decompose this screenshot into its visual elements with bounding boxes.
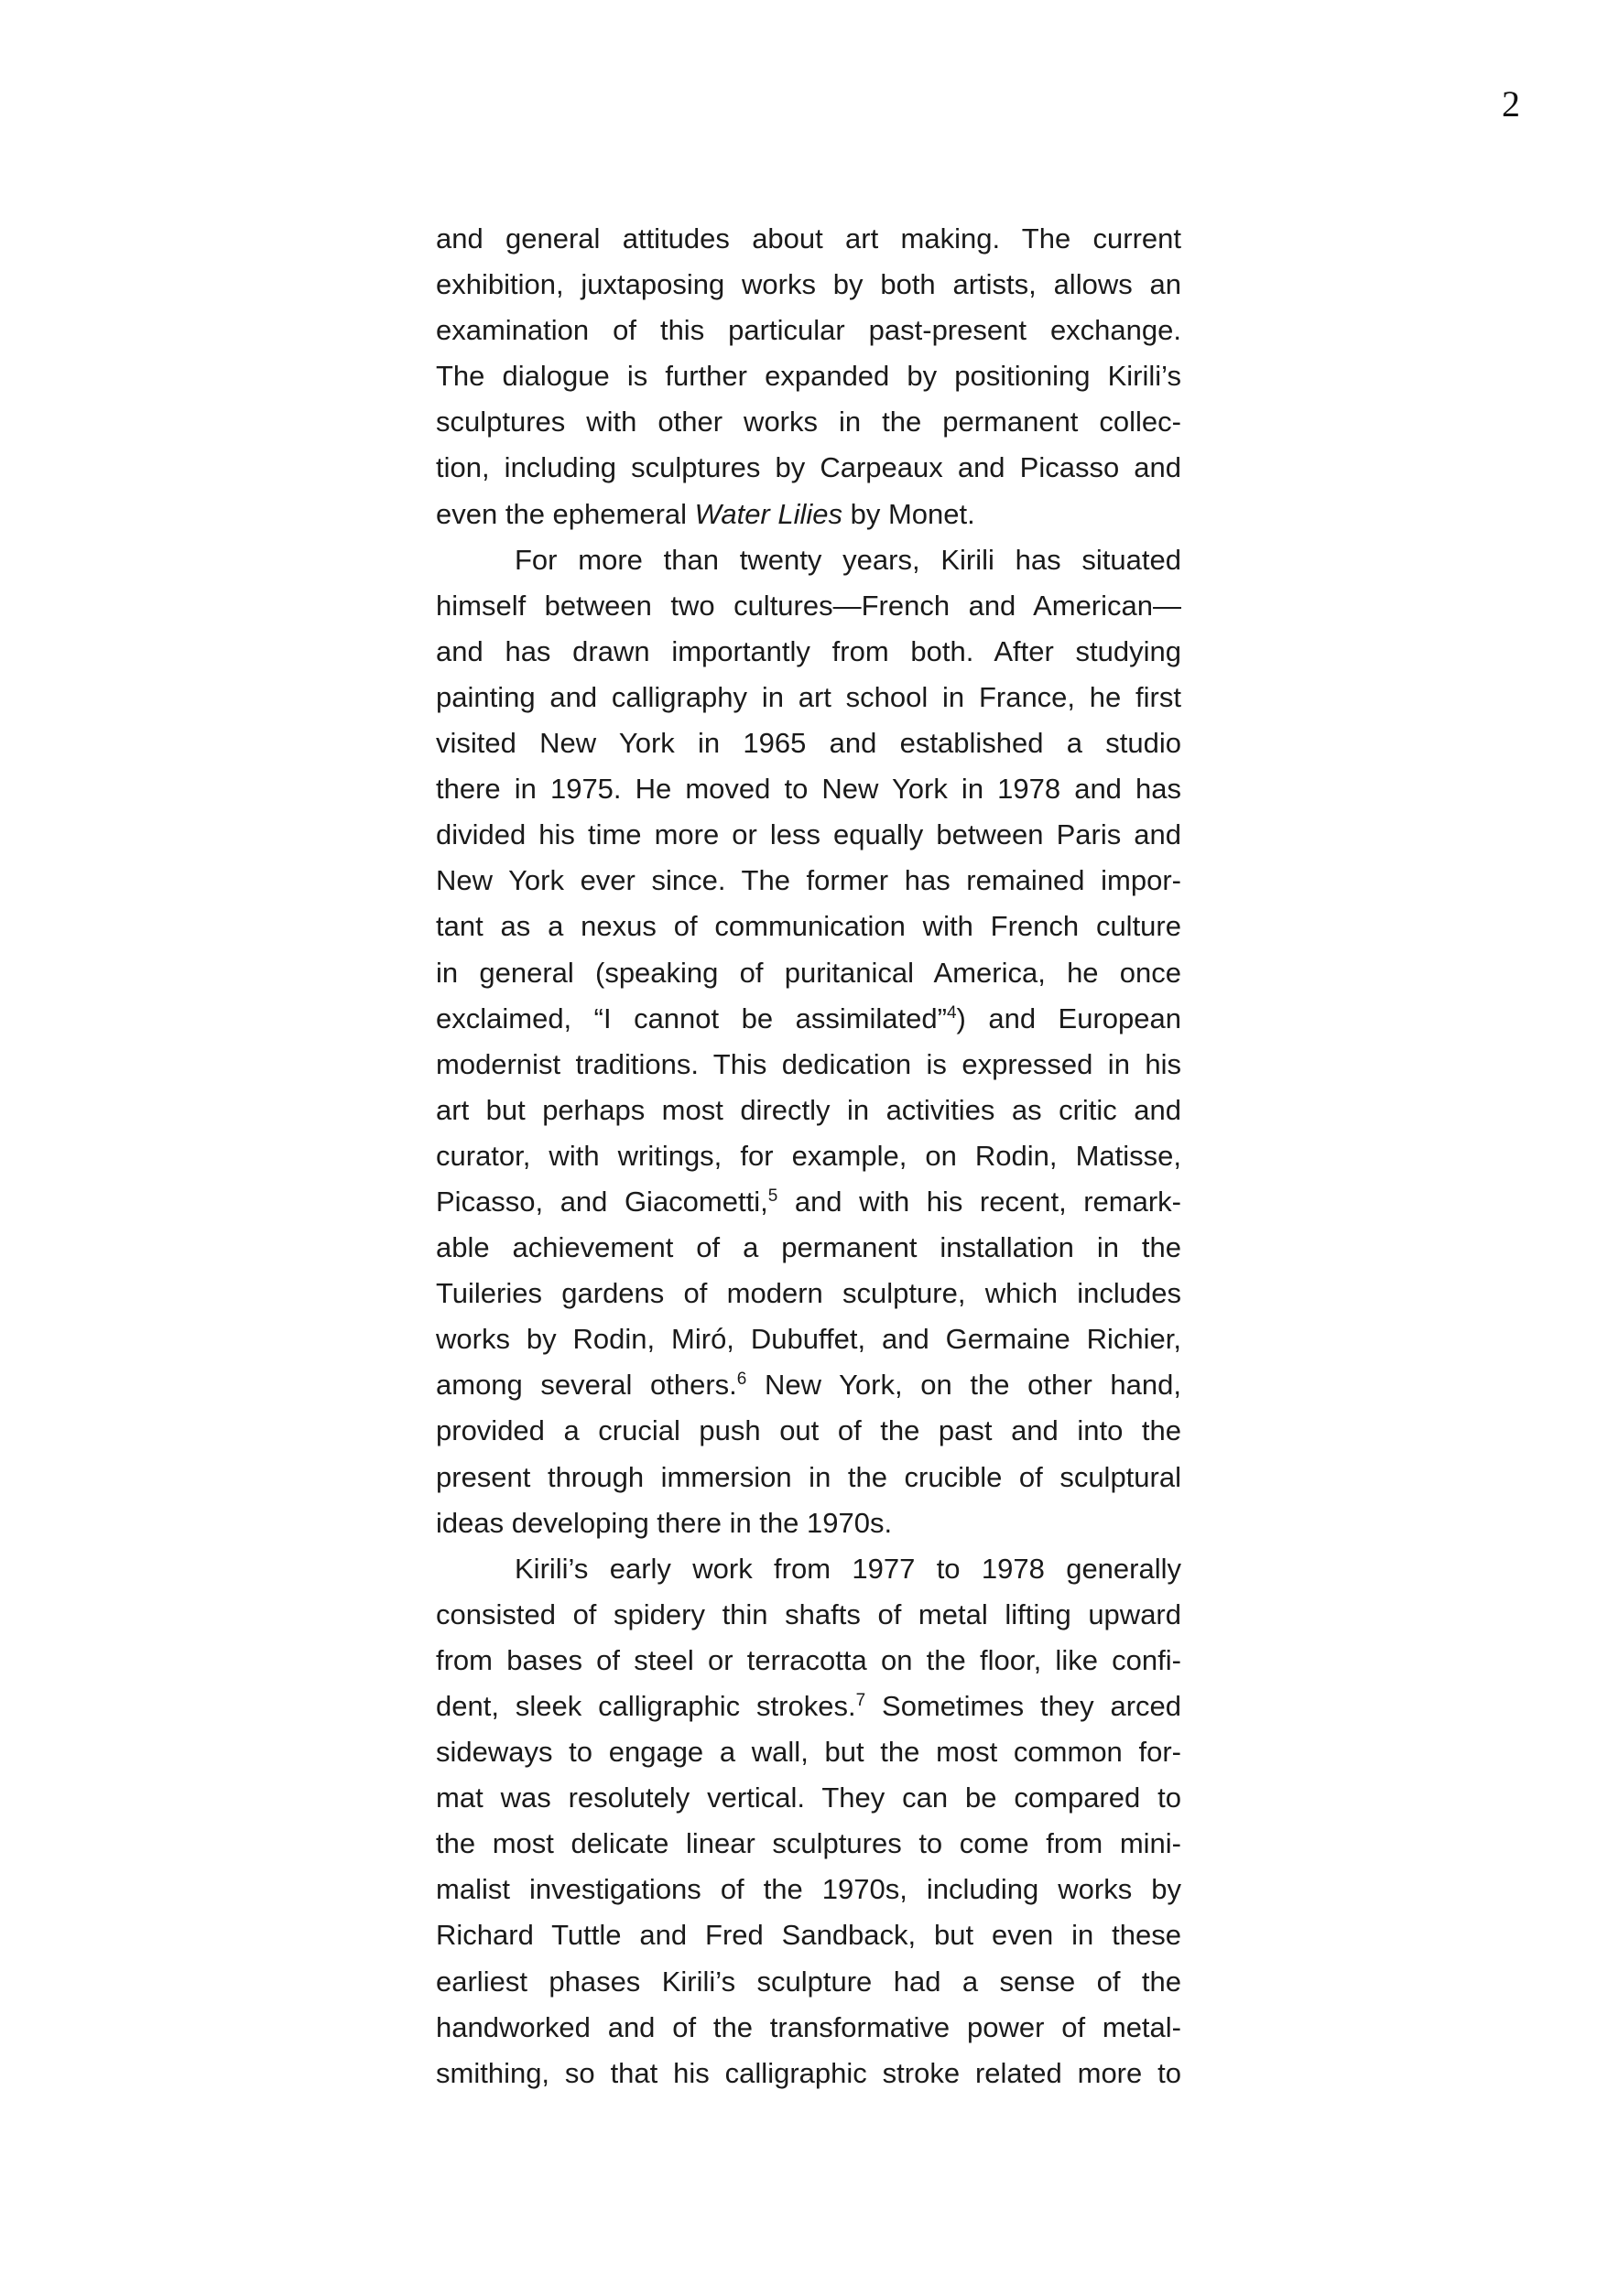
text-segment: Sometimes they arced: [865, 1690, 1181, 1722]
text-line: examination of this particular past-present exchange.: [436, 314, 1181, 347]
text-line: mat was resolutely vertical. They can be compared to: [436, 1782, 1181, 1814]
text-line: exhibition, juxtaposing works by both artists, allows an: [436, 268, 1181, 301]
footnote-marker: 7: [855, 1691, 866, 1710]
text-line: New York ever since. The former has remained impor-: [436, 864, 1181, 897]
text-line: sideways to engage a wall, but the most common for-: [436, 1736, 1181, 1769]
text-line: tant as a nexus of communication with French culture: [436, 910, 1181, 943]
text-segment: exclaimed, “I cannot be assimilated”: [436, 1002, 947, 1034]
text-line: Kirili’s early work from 1977 to 1978 generally: [515, 1552, 1181, 1585]
text-line: [436, 1684, 1181, 1729]
text-segment: and with his recent, remark-: [777, 1185, 1181, 1218]
text-segment: even the ephemeral: [436, 497, 695, 530]
text-line: For more than twenty years, Kirili has situated: [515, 543, 1181, 576]
page-number: 2: [1502, 83, 1520, 125]
text-line: [436, 996, 1181, 1042]
text-line: [436, 492, 1181, 537]
text-segment: ) and European: [956, 1002, 1181, 1034]
text-line: able achievement of a permanent installation in the: [436, 1231, 1181, 1264]
text-segment: New York, on the other hand,: [746, 1369, 1181, 1402]
footnote-marker: 4: [946, 1002, 957, 1023]
text-segment: dent, sleek calligraphic strokes.: [436, 1690, 856, 1722]
text-line: there in 1975. He moved to New York in 1978 and has: [436, 773, 1181, 806]
text-line: tion, including sculptures by Carpeaux and Picasso and: [436, 451, 1181, 484]
text-line: and general attitudes about art making. The current: [436, 222, 1181, 255]
text-line: visited New York in 1965 and established a studio: [436, 727, 1181, 760]
text-line: present through immersion in the crucible of sculptural: [436, 1460, 1181, 1493]
text-line: from bases of steel or terracotta on the floor, like confi-: [436, 1643, 1181, 1676]
body-text: [436, 216, 1181, 2096]
footnote-marker: 6: [736, 1370, 747, 1390]
text-line: [436, 1179, 1181, 1225]
artwork-title: Water Lilies: [694, 497, 843, 530]
text-line: art but perhaps most directly in activities as critic and: [436, 1093, 1181, 1126]
text-line: malist investigations of the 1970s, including works by: [436, 1873, 1181, 1906]
text-line: The dialogue is further expanded by positioning Kirili’s: [436, 360, 1181, 393]
text-line: handworked and of the transformative power of metal-: [436, 2010, 1181, 2043]
text-line: Richard Tuttle and Fred Sandback, but even in these: [436, 1919, 1181, 1952]
text-line: modernist traditions. This dedication is expressed in his: [436, 1047, 1181, 1080]
text-line: curator, with writings, for example, on Rodin, Matisse,: [436, 1139, 1181, 1172]
text-line: earliest phases Kirili’s sculpture had a sense of the: [436, 1965, 1181, 1998]
text-line: painting and calligraphy in art school in France, he first: [436, 680, 1181, 713]
text-line: sculptures with other works in the permanent collec-: [436, 406, 1181, 439]
text-line: in general (speaking of puritanical America, he once: [436, 956, 1181, 989]
text-segment: among several others.: [436, 1369, 737, 1402]
text-line: the most delicate linear sculptures to come from mini-: [436, 1827, 1181, 1860]
text-line: divided his time more or less equally between Paris and: [436, 818, 1181, 851]
text-line: [436, 1362, 1181, 1408]
text-line: ideas developing there in the 1970s.: [436, 1506, 893, 1539]
text-segment: by Monet.: [842, 497, 975, 530]
text-line: consisted of spidery thin shafts of metal lifting upward: [436, 1597, 1181, 1630]
text-segment: Picasso, and Giacometti,: [436, 1185, 768, 1218]
footnote-marker: 5: [767, 1186, 778, 1206]
text-line: Tuileries gardens of modern sculpture, which includes: [436, 1277, 1181, 1310]
text-line: himself between two cultures—French and American—: [436, 589, 1181, 622]
text-line: smithing, so that his calligraphic stroke related more to: [436, 2056, 1181, 2089]
text-line: works by Rodin, Miró, Dubuffet, and Germaine Richier,: [436, 1323, 1181, 1356]
text-line: provided a crucial push out of the past and into the: [436, 1414, 1181, 1447]
text-line: and has drawn importantly from both. After studying: [436, 634, 1181, 667]
